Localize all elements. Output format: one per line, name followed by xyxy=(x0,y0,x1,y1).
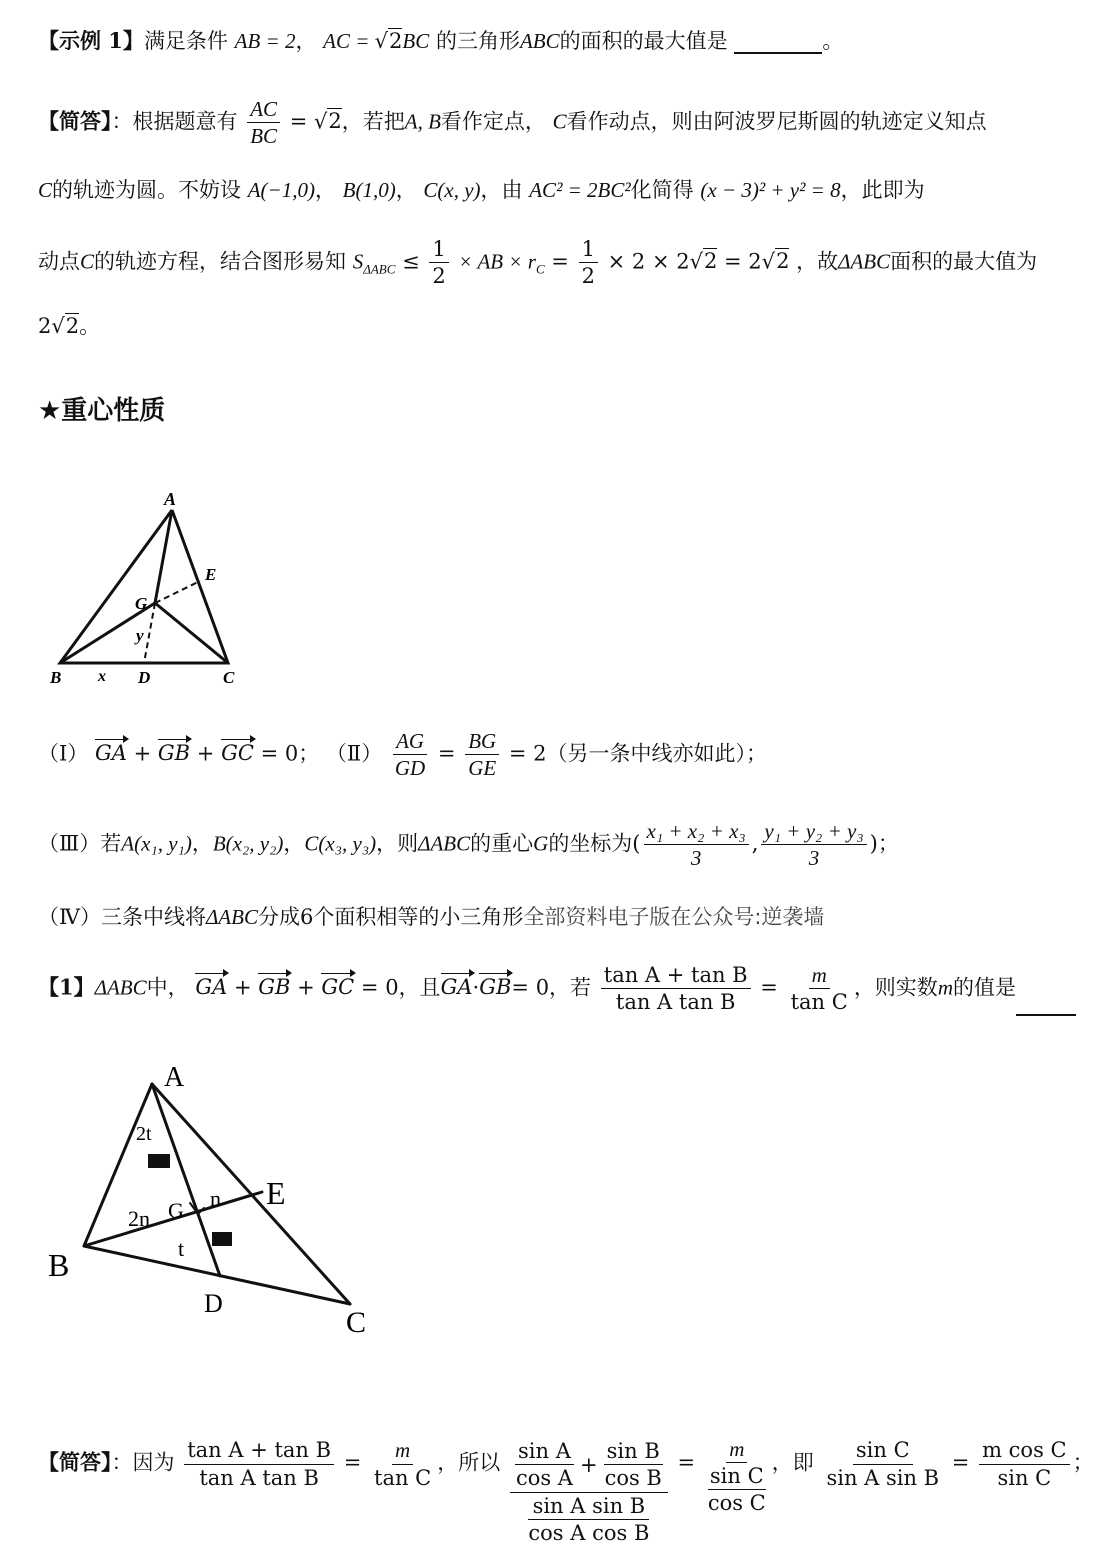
compound-fraction: $\frac{\text{sin A}}{\text{cos A}}$ + $\frac{\text{sin B}}{\text{cos B}}$ sin A sin B cos A cos B xyxy=(510,1438,668,1546)
fig2-label-2n: 2n xyxy=(128,1206,150,1231)
half-fraction-1: $\frac{1}{2}$ xyxy=(429,236,448,290)
answer-tag: 【简答】 xyxy=(38,108,112,134)
answer1-line3: 动点C的轨迹方程，结合图形易知 $S_{\Delta ABC}$ ≤ $\frac{1}{2}$ × AB × $r_C$ = $\frac{1}{2}$ × 2 × 2√2 = 2√2 ，故ΔABC面积的最大值为 xyxy=(38,237,1038,289)
fig2-label-d: D xyxy=(204,1289,223,1318)
fig1-label-x: x xyxy=(98,668,106,685)
answer2-line: 【简答】：因为 $\frac{\text{tan A + tan B}}{\text{tan A tan B}}$ = $\frac{m}{\text{tan C}}$ ，所以 $\frac{\text{sin A}}{\text{cos A}}$ + $\frac{\text{sin B}}{\text{cos B}}$ sin A sin B cos A cos B = m sin C cos C ，即 $\frac{\text{sin C}}{\text{sin A sin B}}$ = $\frac{\text{m cos C}}{\text{sin C}}$ ； xyxy=(38,1436,1094,1545)
fig1-label-e: E xyxy=(205,565,217,584)
fig2-label-c: C xyxy=(346,1306,367,1339)
centroid-figure xyxy=(40,485,260,690)
example-tag: 【示例 1】 xyxy=(38,28,144,53)
answer-blank xyxy=(734,52,822,54)
fig2-label-e: E xyxy=(266,1175,286,1211)
answer-blank-2 xyxy=(1016,1014,1076,1016)
fig2-label-b: B xyxy=(48,1247,70,1283)
ratio-fraction: $\frac{AC}{BC}$ xyxy=(247,96,280,150)
fig1-label-a: A xyxy=(164,489,177,509)
answer1-line1: 【简答】：根据题意有 $\frac{AC}{BC}$ = √2，若把A, B看作定点， C看作动点，则由阿波罗尼斯圆的轨迹定义知点 xyxy=(38,97,987,149)
scribble-mark-2 xyxy=(212,1232,232,1246)
example1-line: 【示例 1】满足条件 AB = 2， AC = √2BC 的三角形ABC的面积的最大值是 。 xyxy=(38,28,844,53)
problem-1: 【1】ΔABC中， GA + GB + GC = 0，且GA·GB= 0，若 $\frac{\text{tan A + tan B}}{\text{tan A tan B}}$ = $\frac{m}{\text{tan C}}$ ，则实数m的值是 xyxy=(38,962,1076,1016)
fig2-label-a: A xyxy=(164,1062,185,1093)
property-1-2: （Ⅰ） GA + GB + GC = 0； （Ⅱ） $\frac{AG}{GD}$ = $\frac{BG}{GE}$ = 2（另一条中线亦如此）； xyxy=(38,729,768,781)
fig2-label-2t: 2t xyxy=(136,1123,152,1145)
watermark-text: 全部资料电子版在公众号:逆袭墙 xyxy=(523,905,825,929)
fig1-label-b: B xyxy=(50,668,62,687)
answer1-line4: 2√2。 xyxy=(38,314,101,338)
fig1-label-y: y xyxy=(136,626,144,645)
property-4: （Ⅳ）三条中线将ΔABC分成6个面积相等的小三角形全部资料电子版在公众号:逆袭墙 xyxy=(38,905,825,929)
condition-ab: AB = 2 xyxy=(234,29,296,53)
answer1-line2: C的轨迹为圆。不妨设 A(−1,0)， B(1,0)， C(x, y)，由 AC² = 2BC²化简得 (x − 3)² + y² = 8，此即为 xyxy=(38,178,925,202)
fig2-label-t: t xyxy=(178,1236,185,1261)
section-heading: ★重心性质 xyxy=(38,396,166,426)
fig2-label-n: n xyxy=(210,1186,221,1211)
fig2-label-g: G xyxy=(168,1198,184,1223)
fig1-label-d: D xyxy=(138,668,151,687)
handdrawn-triangle-figure xyxy=(40,1050,390,1340)
property-3: （Ⅲ）若A(x₁, y₁)，B(x₂, y₂)，C(x₃, y₃)，则ΔABC的重心G的坐标为( $\frac{\text{x₁ + x₂ + x₃}}{3}$ , $\frac{\text{y₁ + y₂ + y₃}}{3}$ )； xyxy=(38,819,899,871)
scribble-mark-1 xyxy=(148,1154,170,1168)
fig1-label-c: C xyxy=(223,668,235,687)
half-fraction-2: $\frac{1}{2}$ xyxy=(579,236,598,290)
fig1-label-g: G xyxy=(135,594,148,613)
